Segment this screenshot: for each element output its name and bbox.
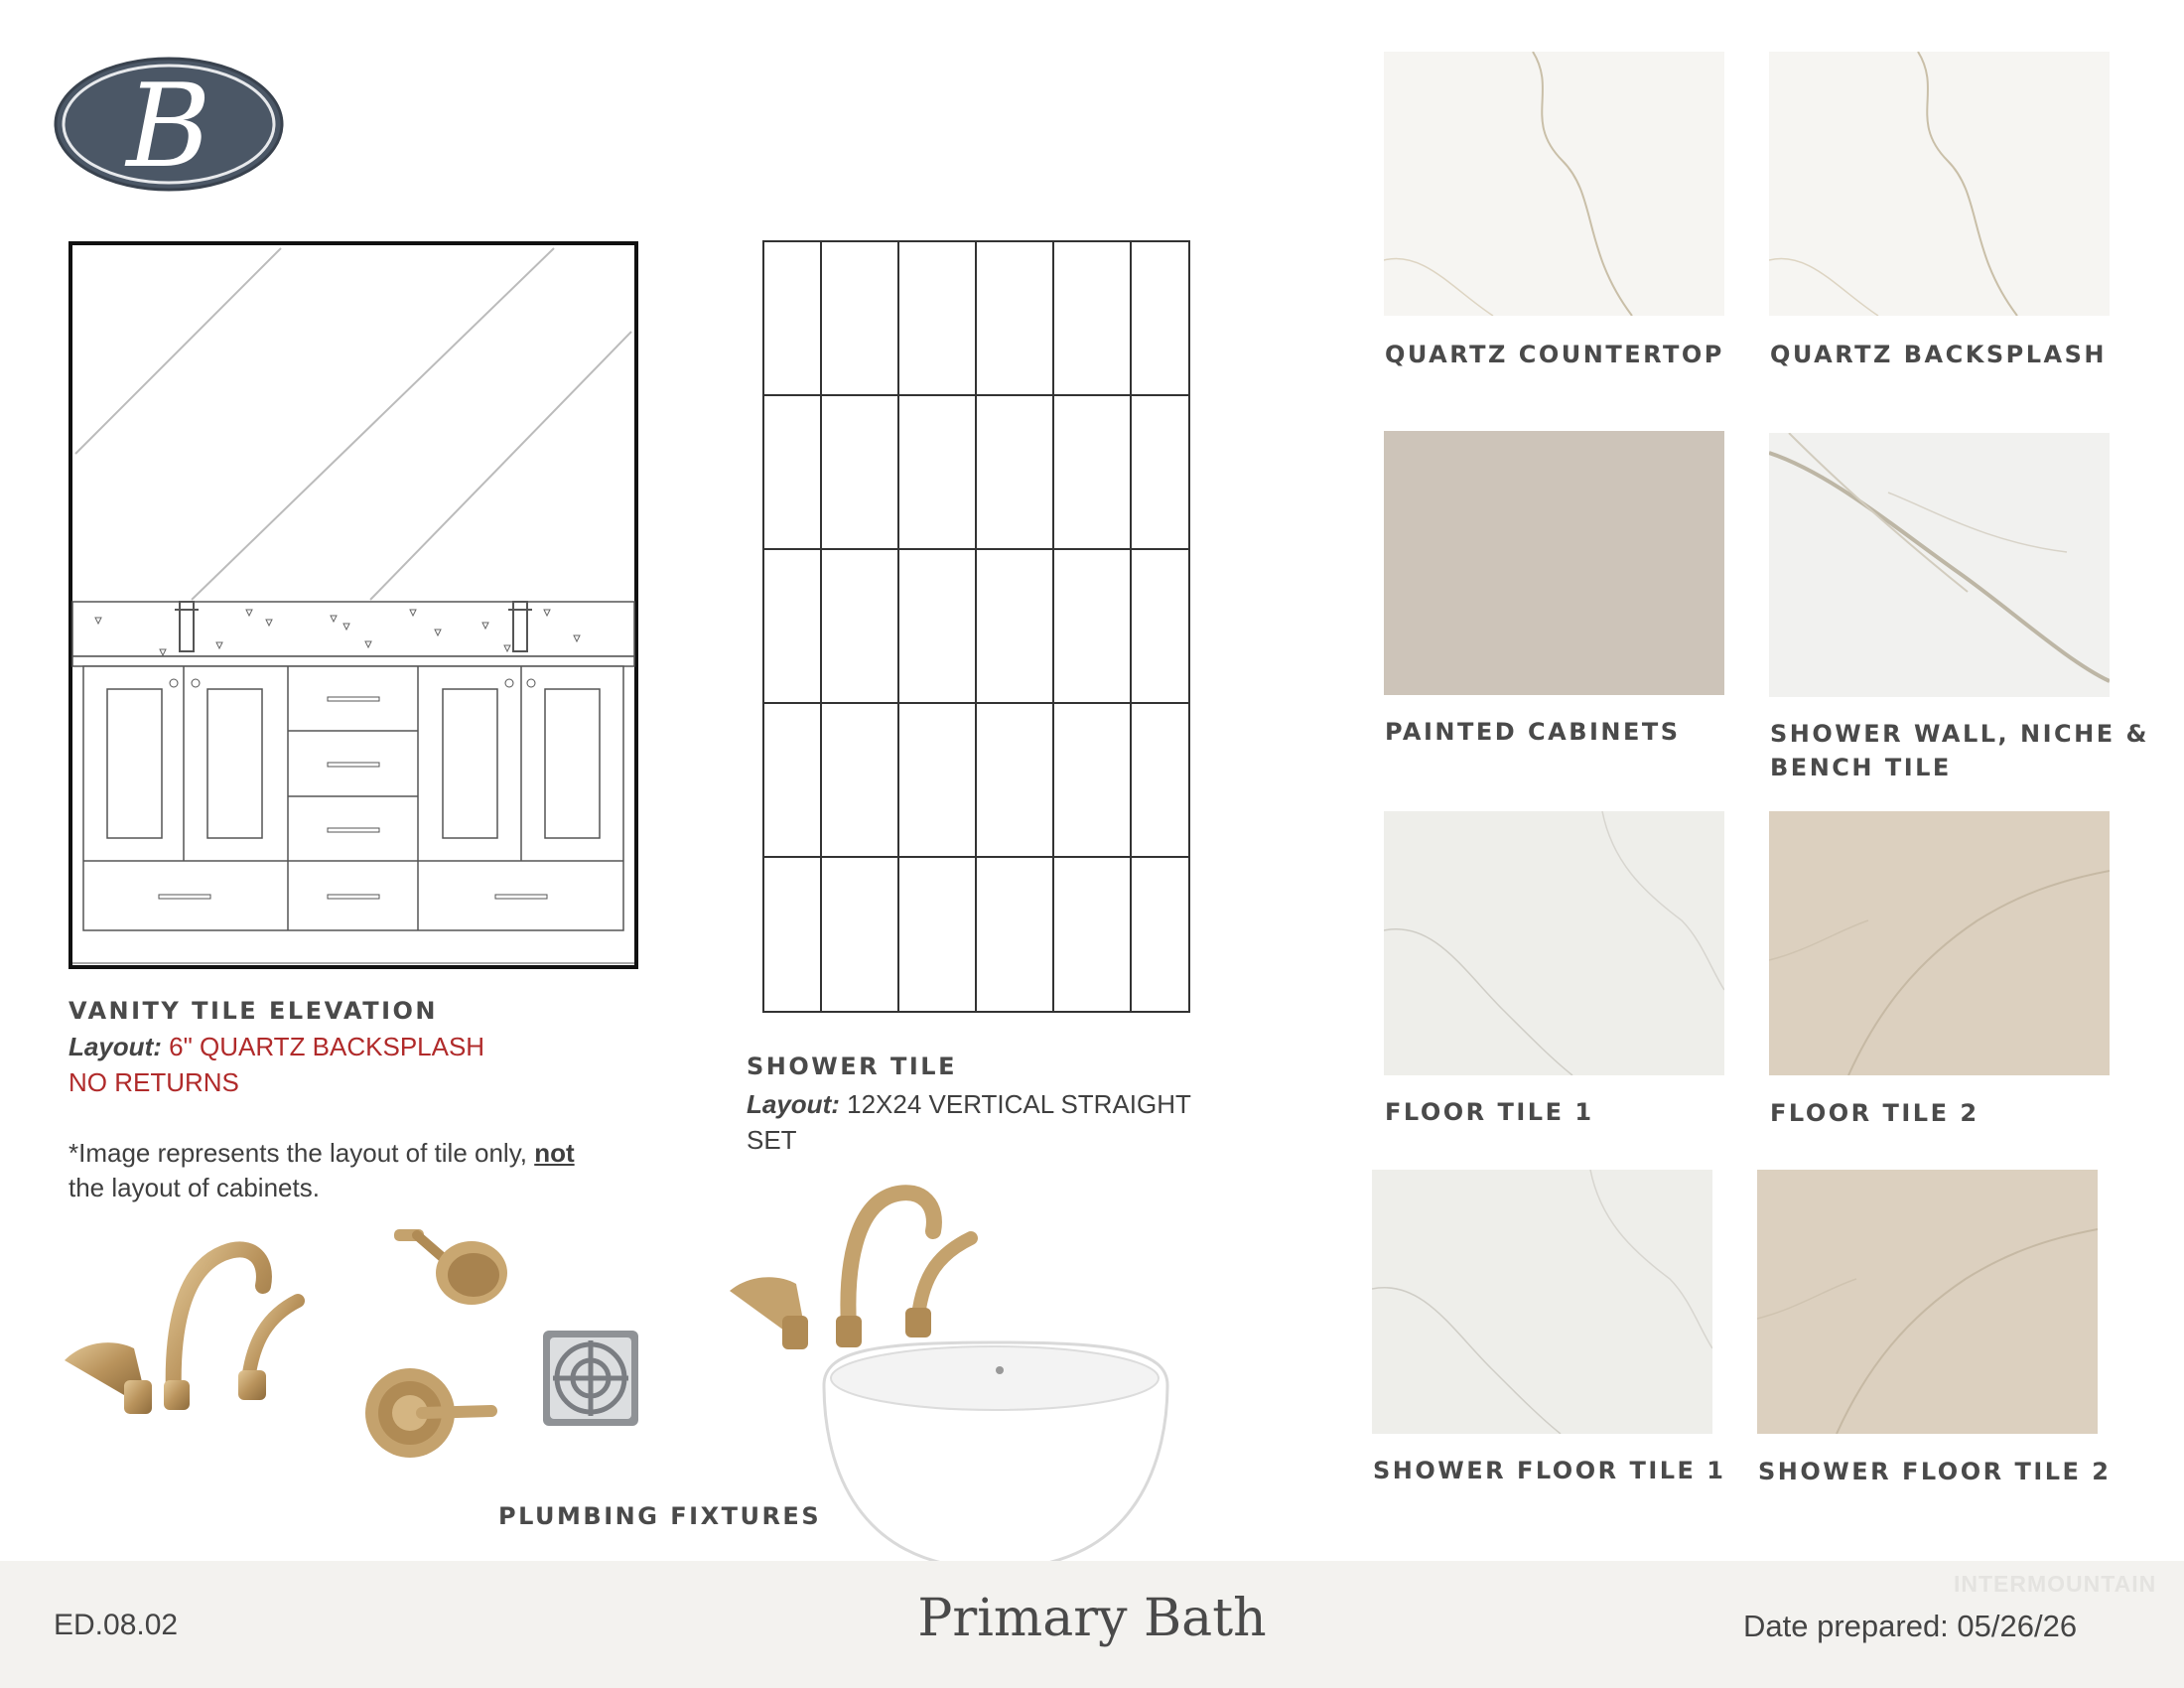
swatch-shower-floor-tile-2 (1757, 1170, 2098, 1434)
swatch-shower-wall-tile (1769, 433, 2110, 697)
swatch-quartz-countertop (1384, 52, 1724, 316)
swatch-label-quartz-countertop: QUARTZ COUNTERTOP (1385, 341, 1724, 368)
swatch-painted-cabinets (1384, 431, 1724, 695)
shower-layout (747, 1086, 1191, 1122)
footer-code: ED.08.02 (54, 1609, 179, 1641)
vanity-layout-label: Layout: (68, 1032, 162, 1061)
swatch-label-shower-floor-tile-2: SHOWER FLOOR TILE 2 (1758, 1458, 2112, 1485)
swatch-label-shower-wall-line1: SHOWER WALL, NICHE & (1770, 720, 2149, 748)
sink-faucet-image (55, 1231, 323, 1430)
swatch-shower-floor-tile-1 (1372, 1170, 1712, 1434)
swatch-floor-tile-2-image (1769, 811, 2110, 1075)
swatch-label-shower-wall-tile (1770, 717, 2149, 784)
swatch-floor-tile-2 (1769, 811, 2110, 1075)
vanity-note (68, 1136, 575, 1171)
logo-letter: B (126, 60, 211, 194)
swatch-label-shower-wall-line2: BENCH TILE (1770, 754, 1952, 781)
swatch-floor-tile-1-image (1384, 811, 1724, 1075)
swatch-floor-tile-1 (1384, 811, 1724, 1075)
swatch-label-floor-tile-1: FLOOR TILE 1 (1385, 1098, 1594, 1126)
swatch-shower-floor-tile-1-image (1372, 1170, 1712, 1434)
swatch-quartz-backsplash (1769, 52, 2110, 316)
swatch-shower-wall-tile-image (1769, 433, 2110, 697)
shower-layout-value: 12X24 VERTICAL STRAIGHT (847, 1089, 1191, 1119)
swatch-label-quartz-backsplash: QUARTZ BACKSPLASH (1770, 341, 2107, 368)
shower-tile-grid (761, 239, 1191, 1014)
shower-layout-value2: SET (747, 1125, 797, 1155)
vanity-note-pre: *Image represents the layout of tile only, (68, 1138, 535, 1168)
vanity-layout (68, 1029, 484, 1064)
footer-date: Date prepared: 05/26/26 (1743, 1609, 2078, 1643)
swatch-label-shower-floor-tile-1: SHOWER FLOOR TILE 1 (1373, 1457, 1726, 1484)
vanity-layout-value: 6" QUARTZ BACKSPLASH (169, 1032, 485, 1061)
plumbing-heading: PLUMBING FIXTURES (498, 1502, 822, 1530)
swatch-shower-floor-tile-2-image (1757, 1170, 2098, 1434)
drain-image (541, 1329, 640, 1428)
vanity-note-emphasis: not (534, 1138, 575, 1168)
swatch-label-floor-tile-2: FLOOR TILE 2 (1770, 1099, 1979, 1127)
shower-heading: SHOWER TILE (747, 1053, 957, 1080)
vanity-layout-value2: NO RETURNS (68, 1067, 239, 1097)
vanity-note-post: the layout of cabinets. (68, 1173, 320, 1202)
vanity-heading: VANITY TILE ELEVATION (68, 997, 439, 1025)
swatch-label-painted-cabinets: PAINTED CABINETS (1385, 718, 1681, 746)
footer-title: Primary Bath (917, 1589, 1267, 1648)
shower-head-image (392, 1221, 511, 1316)
shower-valve-image (362, 1355, 501, 1470)
swatch-quartz-backsplash-image (1769, 52, 2110, 316)
footer-watermark: INTERMOUNTAIN (1954, 1571, 2157, 1597)
brand-logo (52, 55, 286, 194)
swatch-quartz-countertop-image (1384, 52, 1724, 316)
shower-layout-label: Layout: (747, 1089, 840, 1119)
tub-faucet-image (725, 1177, 983, 1365)
vanity-elevation-drawing (68, 240, 639, 970)
freestanding-tub-image (816, 1340, 1175, 1574)
